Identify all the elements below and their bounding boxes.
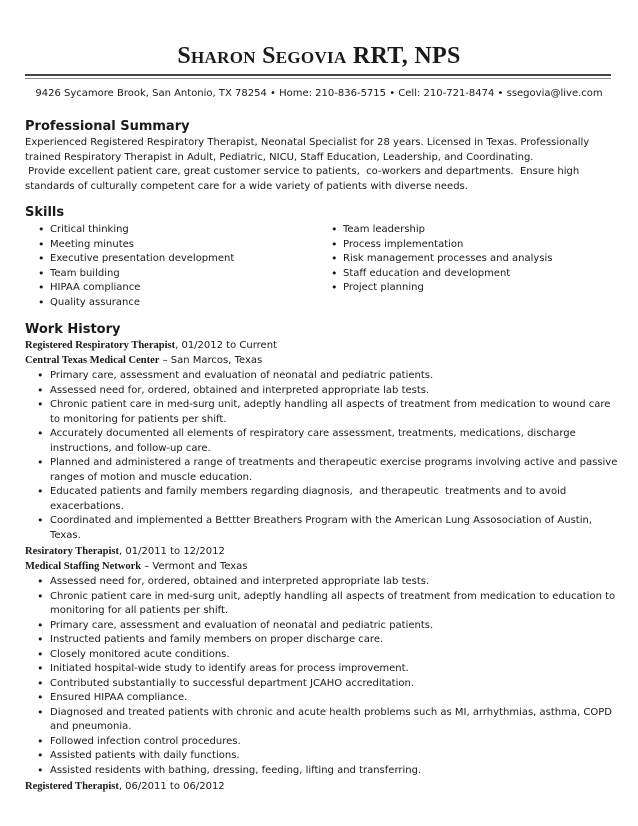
summary-text — [25, 136, 615, 194]
duty-item: • Primary care, assessment and evaluation of neonatal and pediatric patients. — [36, 369, 616, 384]
job-dates: , 06/2011 to 06/2012 — [118, 781, 225, 792]
skill-item: • Team leadership — [329, 223, 553, 238]
job-title-line — [25, 339, 277, 353]
duty-item: • Primary care, assessment and evaluation of neonatal and pediatric patients. — [36, 619, 616, 634]
summary-line: Provide excellent patient care, great customer service to patients, co-workers and departments. Ensure high — [25, 166, 580, 177]
work-history-heading: Work History — [25, 322, 121, 337]
duty-item: • Initiated hospital-wide study to identify areas for process improvement. — [36, 662, 616, 677]
summary-heading: Professional Summary — [25, 119, 190, 134]
skill-item: • Quality assurance — [36, 296, 234, 311]
header-rule-thick — [25, 74, 611, 76]
skill-item: • Staff education and development — [329, 267, 553, 282]
employer-location: – San Marcos, Texas — [159, 355, 263, 366]
skill-item: • Meeting minutes — [36, 238, 234, 253]
skill-item: • Critical thinking — [36, 223, 234, 238]
duty-item: • Planned and administered a range of treatments and therapeutic exercise programs involving active and passive ranges of motion and muscle education. — [36, 456, 616, 485]
header-rule-thin — [25, 78, 611, 79]
skill-item: • Executive presentation development — [36, 252, 234, 267]
employer-name: Central Texas Medical Center — [25, 355, 160, 366]
duty-item: • Assisted patients with daily functions. — [36, 749, 616, 764]
duty-item: • Accurately documented all elements of respiratory care assessment, treatments, medications, discharge instructions, and follow-up care. — [36, 427, 616, 456]
duty-item: • Ensured HIPAA compliance. — [36, 691, 616, 706]
summary-line: trained Respiratory Therapist in Adult, Pediatric, NICU, Staff Education, Leadership, and Coordinating. — [25, 151, 534, 163]
skills-list-right — [329, 223, 553, 296]
skills-list-left — [36, 223, 234, 311]
duty-item: • Closely monitored acute conditions. — [36, 648, 616, 663]
employer-location: – Vermont and Texas — [141, 561, 248, 572]
job-title-line — [25, 780, 225, 794]
job-duties — [36, 369, 616, 543]
employer-name: Medical Staffing Network — [25, 561, 142, 572]
job-title: Resiratory Therapist — [25, 546, 120, 557]
candidate-name: Sharon Segovia RRT, NPS — [177, 43, 461, 69]
job-dates: , 01/2011 to 12/2012 — [119, 546, 225, 557]
employer-line — [25, 354, 262, 368]
contact-line: 9426 Sycamore Brook, San Antonio, TX 78254 • Home: 210-836-5715 • Cell: 210-721-8474 • ssegovia@live.com — [35, 88, 603, 99]
duty-item: • Educated patients and family members regarding diagnosis, and therapeutic treatments and to avoid exacerbations. — [36, 485, 616, 514]
skill-item: • HIPAA compliance — [36, 281, 234, 296]
summary-line: Experienced Registered Respiratory Therapist, Neonatal Specialist for 28 years. Licensed in Texas. Professionally — [25, 137, 590, 148]
duty-item: • Assessed need for, ordered, obtained and interpreted appropriate lab tests. — [36, 384, 616, 399]
job-title-line — [25, 545, 225, 559]
skill-item: • Process implementation — [329, 238, 553, 253]
skill-item: • Team building — [36, 267, 234, 282]
duty-item: • Chronic patient care in med-surg unit, adeptly handling all aspects of treatment from medication to education to monitoring for all patients per shift. — [36, 590, 616, 619]
job-duties — [36, 575, 616, 778]
job-title: Registered Therapist — [25, 781, 119, 792]
duty-item: • Diagnosed and treated patients with chronic and acute health problems such as MI, arrhythmias, asthma, COPD and pneumonia. — [36, 706, 616, 735]
duty-item: • Coordinated and implemented a Bettter Breathers Program with the American Lung Assosociation of Austin, Texas. — [36, 514, 616, 543]
duty-item: • Chronic patient care in med-surg unit, adeptly handling all aspects of treatment from medication to wound care to monitoring for patients per shift. — [36, 398, 616, 427]
summary-line: standards of culturally competent care for a wide variety of patients with diverse needs. — [25, 180, 468, 192]
job-title: Registered Respiratory Therapist — [25, 340, 176, 351]
skills-heading: Skills — [25, 205, 65, 220]
duty-item: • Instructed patients and family members on proper discharge care. — [36, 633, 616, 648]
job-dates: , 01/2012 to Current — [175, 340, 277, 351]
employer-line — [25, 560, 248, 574]
skill-item: • Risk management processes and analysis — [329, 252, 553, 267]
duty-item: • Assessed need for, ordered, obtained and interpreted appropriate lab tests. — [36, 575, 616, 590]
duty-item: • Followed infection control procedures. — [36, 735, 616, 750]
duty-item: • Assisted residents with bathing, dressing, feeding, lifting and transferring. — [36, 764, 616, 779]
skill-item: • Project planning — [329, 281, 553, 296]
duty-item: • Contributed substantially to successful department JCAHO accreditation. — [36, 677, 616, 692]
